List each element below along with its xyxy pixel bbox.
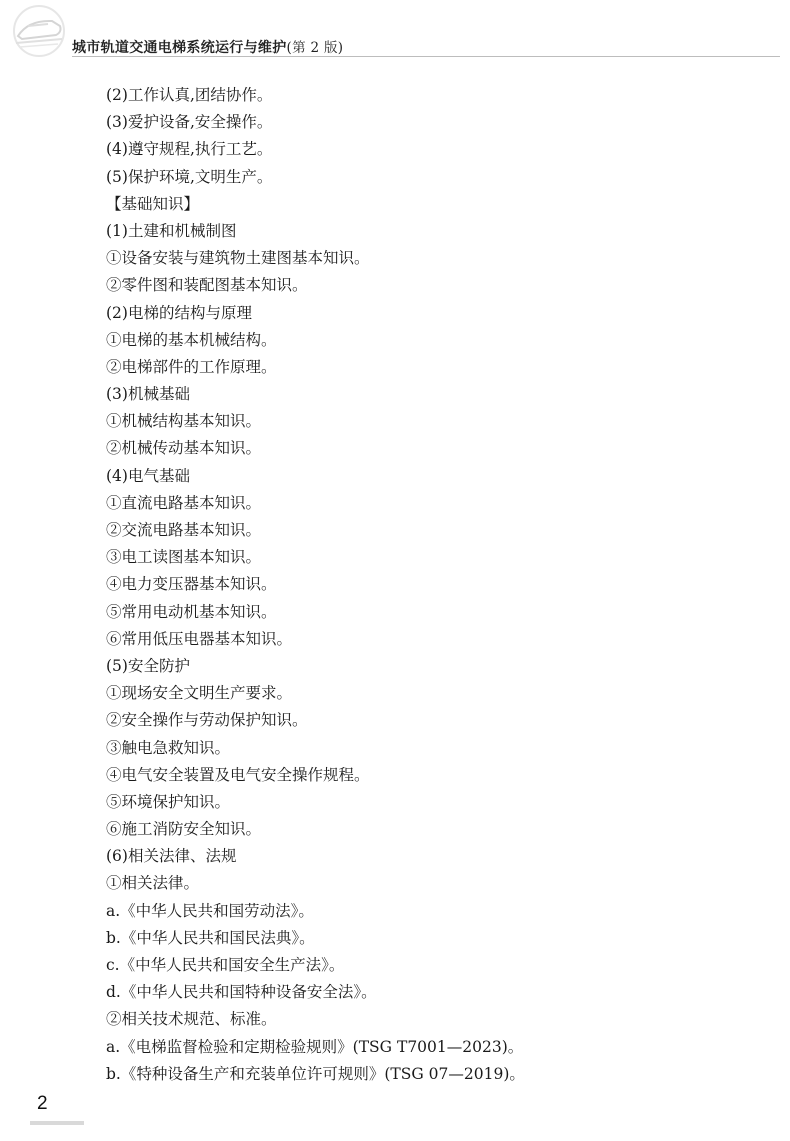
text-line: (2)工作认真,团结协作。: [106, 86, 273, 104]
text-line: ①相关法律。: [106, 874, 200, 893]
text-line: ⑥施工消防安全知识。: [106, 820, 262, 839]
text-line: (1)土建和机械制图: [106, 221, 237, 240]
text-line: ②安全操作与劳动保护知识。: [106, 711, 308, 730]
text-line: ④电力变压器基本知识。: [106, 575, 277, 594]
text-line: (2)电梯的结构与原理: [106, 303, 252, 322]
text-line: b.《中华人民共和国民法典》。: [106, 928, 315, 947]
text-line: ②机械传动基本知识。: [106, 439, 262, 458]
text-line: ①电梯的基本机械结构。: [106, 330, 277, 349]
text-line: (3)爱护设备,安全操作。: [106, 113, 273, 132]
book-title: 城市轨道交通电梯系统运行与维护: [72, 40, 287, 56]
text-line: ③电工读图基本知识。: [106, 548, 262, 567]
text-line: d.《中华人民共和国特种设备安全法》。: [106, 983, 377, 1002]
text-line: (6)相关法律、法规: [106, 847, 237, 866]
footer-decoration: [30, 1121, 84, 1125]
text-line: (4)电气基础: [106, 466, 190, 485]
text-line: (5)安全防护: [106, 656, 190, 675]
text-line: a.《中华人民共和国劳动法》。: [106, 901, 314, 920]
text-line: ②零件图和装配图基本知识。: [106, 276, 308, 295]
text-line: (5)保护环境,文明生产。: [106, 167, 273, 186]
text-line: (4)遵守规程,执行工艺。: [106, 140, 273, 159]
text-line: ①设备安装与建筑物土建图基本知识。: [106, 249, 370, 268]
edition-label: (第 2 版): [286, 40, 344, 56]
text-line: (3)机械基础: [106, 385, 190, 404]
text-line: ①直流电路基本知识。: [106, 493, 262, 512]
page-number: 2: [37, 1093, 48, 1114]
text-line: ⑥常用低压电器基本知识。: [106, 629, 293, 648]
text-line: ⑤常用电动机基本知识。: [106, 602, 277, 621]
text-line: a.《电梯监督检验和定期检验规则》(TSG T7001—2023)。: [106, 1037, 524, 1056]
header-divider: [72, 56, 780, 57]
text-line: c.《中华人民共和国安全生产法》。: [106, 956, 345, 974]
page-header: [0, 0, 790, 62]
text-line: ①现场安全文明生产要求。: [106, 684, 293, 703]
text-line: ②电梯部件的工作原理。: [106, 357, 277, 376]
text-line: ②交流电路基本知识。: [106, 521, 262, 539]
text-line: ④电气安全装置及电气安全操作规程。: [106, 765, 370, 784]
text-line: ⑤环境保护知识。: [106, 792, 231, 811]
train-logo-icon: [6, 4, 72, 58]
text-line: ②相关技术规范、标准。: [106, 1010, 277, 1029]
running-header-title: [72, 36, 343, 57]
section-heading: 【基础知识】: [106, 194, 200, 213]
text-line: ③触电急救知识。: [106, 738, 231, 757]
text-line: b.《特种设备生产和充装单位许可规则》(TSG 07—2019)。: [106, 1064, 525, 1083]
text-line: ①机械结构基本知识。: [106, 412, 262, 431]
body-text: [106, 82, 766, 1088]
